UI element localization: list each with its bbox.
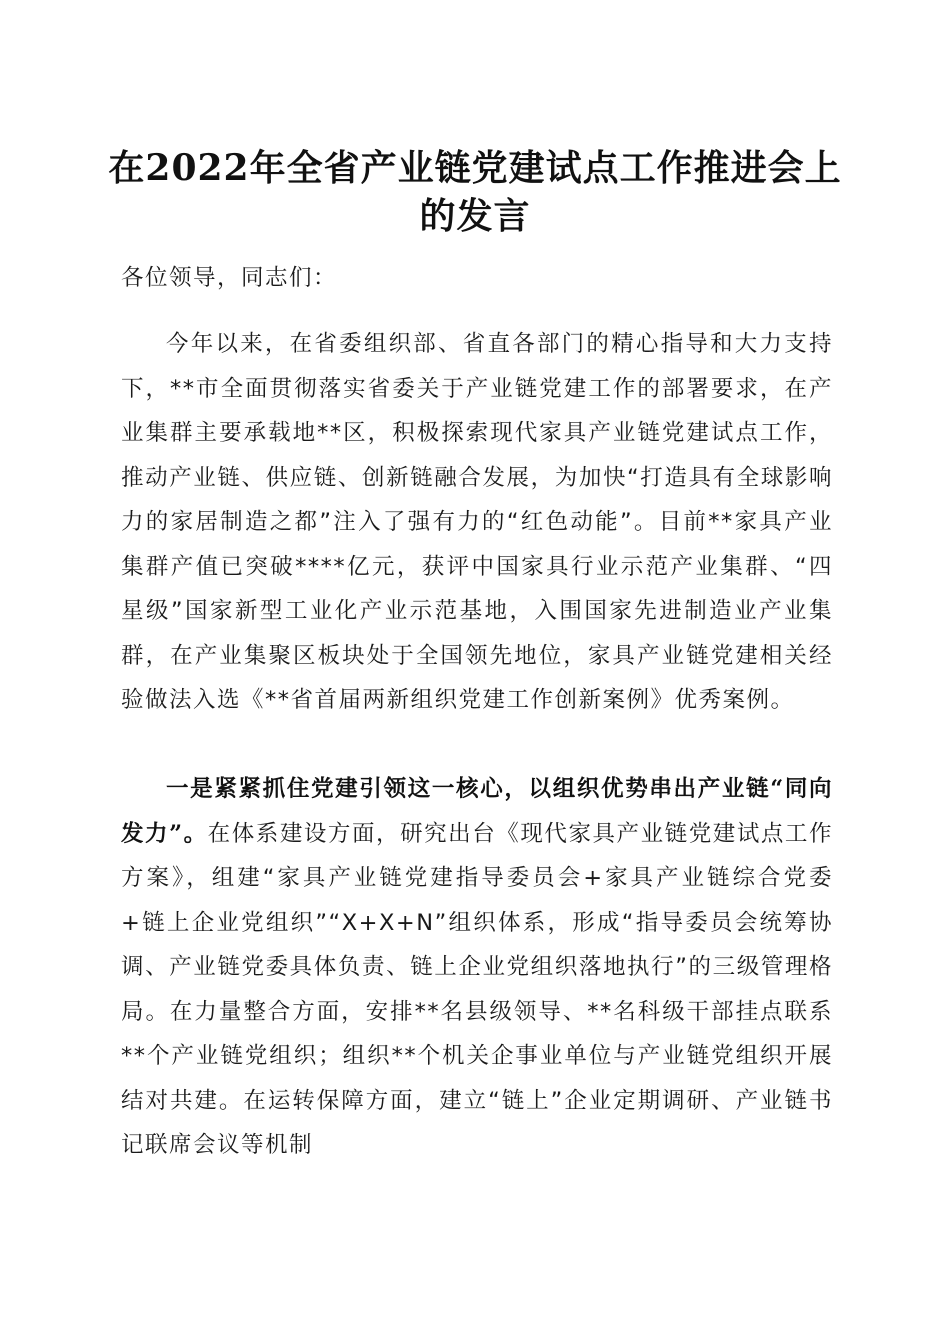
document-title-line-1: 在2022年全省产业链党建试点工作推进会上 bbox=[108, 147, 842, 189]
paragraph-point-one-body: 在体系建设方面，研究出台《现代家具产业链党建试点工作方案》，组建“家具产业链党建指导委员会+家具产业链综合党委+链上企业党组织”“X+X+N”组织体系，形成“指导委员会统筹协调、产业链党委具体负责、链上企业党组织落地执行”的三级管理格局。在力量整合方面，安排**名县级领导、**名科级干部挂点联系**个产业链党组织；组织**个机关企事业单位与产业链党组织开展结对共建。在运转保障方面，建立“链上”企业定期调研、产业链书记联席会议等机制 bbox=[121, 820, 833, 1158]
paragraph-point-one bbox=[121, 767, 833, 1168]
paragraph-intro: 今年以来，在省委组织部、省直各部门的精心指导和大力支持下，**市全面贯彻落实省委关于产业链党建工作的部署要求，在产业集群主要承载地**区，积极探索现代家具产业链党建试点工作，推动产业链、供应链、创新链融合发展，为加快“打造具有全球影响力的家居制造之都”注入了强有力的“红色动能”。目前**家具产业集群产值已突破****亿元，获评中国家具行业示范产业集群、“四星级”国家新型工业化产业示范基地，入围国家先进制造业产业集群，在产业集聚区板块处于全国领先地位，家具产业链党建相关经验做法入选《**省首届两新组织党建工作创新案例》优秀案例。 bbox=[121, 331, 833, 713]
paragraph-point-one-lead: 一是紧紧抓住党建引领这一核心，以组织优势串出产业链“同向发力”。 bbox=[121, 776, 833, 847]
document-title-line-2: 的发言 bbox=[419, 195, 531, 237]
salutation: 各位领导，同志们： bbox=[121, 265, 338, 291]
